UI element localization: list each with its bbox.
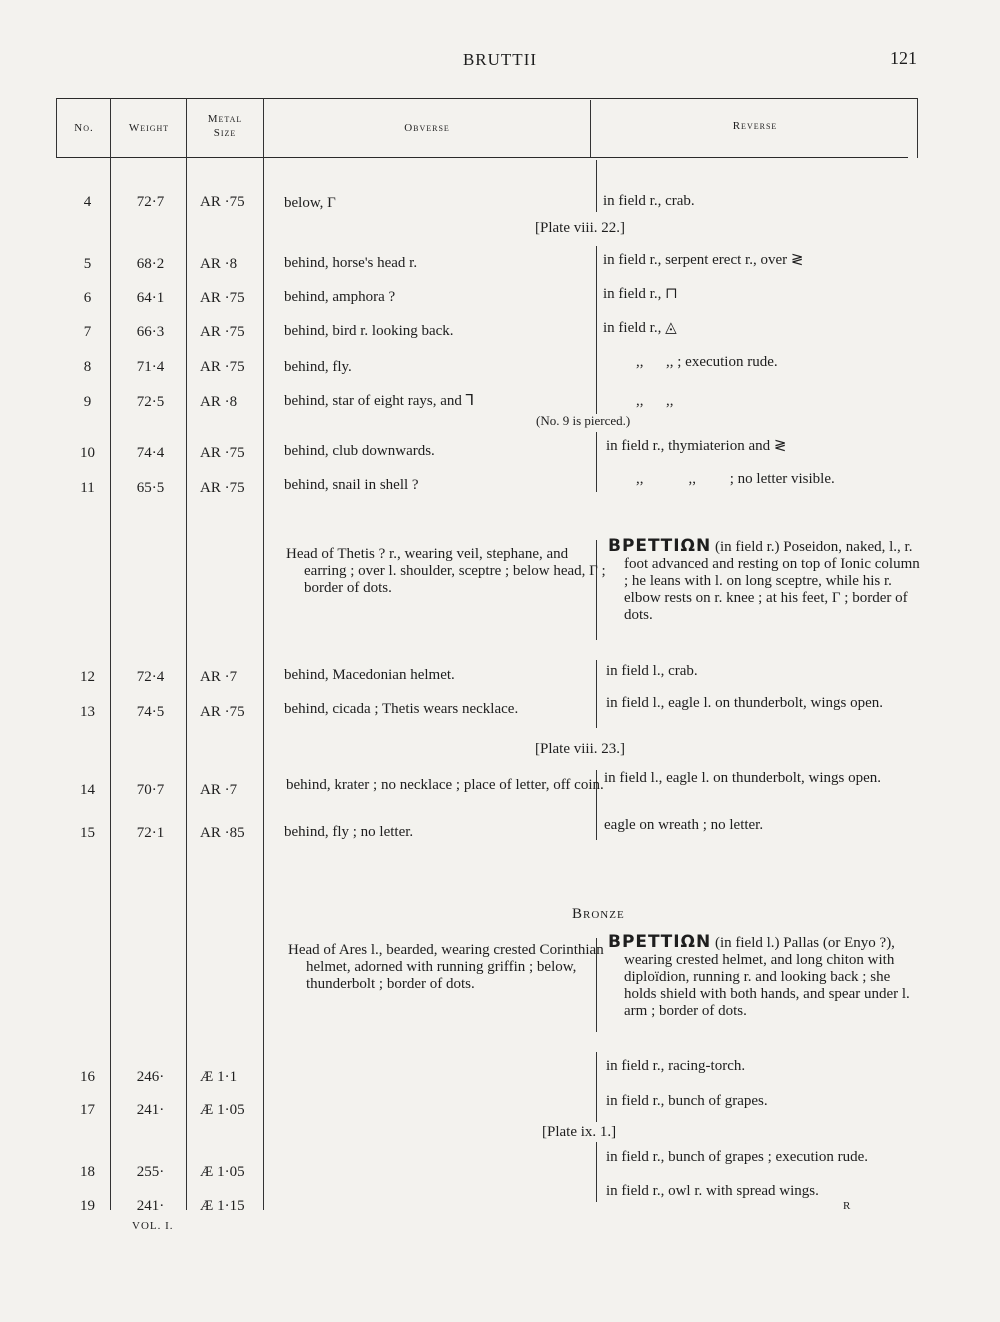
row-15-weight: 72·1 bbox=[136, 825, 165, 841]
row-8-weight: 71·4 bbox=[136, 359, 165, 375]
page-number: 121 bbox=[890, 48, 917, 68]
thetis-reverse-description bbox=[608, 538, 922, 624]
thetis-reverse-legend: ΒΡΕΤΤΙΩΝ bbox=[608, 536, 712, 556]
col-divider-weight bbox=[186, 98, 187, 1210]
row-15-no: 15 bbox=[80, 825, 95, 841]
row-4-weight: 72·7 bbox=[136, 194, 165, 210]
page-title: BRUTTII bbox=[462, 50, 538, 69]
row-7-obverse: behind, bird r. looking back. bbox=[284, 323, 454, 339]
rev-divider bbox=[596, 432, 597, 492]
thetis-reverse-text: (in field r.) Poseidon, naked, l., r. foot advanced and resting on top of Ionic column ; he leans with l. on long sceptre, while his r. elbow rests on r. knee ; at his feet, Γ ; border of dots. bbox=[624, 539, 920, 623]
row-12-metal: AR ·7 bbox=[200, 669, 238, 685]
row-10-weight: 74·4 bbox=[136, 445, 165, 461]
row-18-weight: 255· bbox=[136, 1164, 165, 1180]
rev-divider bbox=[596, 1052, 597, 1122]
row-11-no: 11 bbox=[80, 480, 95, 496]
row-14-weight: 70·7 bbox=[136, 782, 165, 798]
rev-divider bbox=[596, 160, 597, 212]
row-16-reverse: in field r., racing-torch. bbox=[606, 1058, 746, 1074]
row-9-reverse: ,, ,, bbox=[636, 393, 674, 409]
row-5-obverse: behind, horse's head r. bbox=[284, 255, 418, 271]
row-16-metal: Æ 1·1 bbox=[200, 1069, 238, 1085]
row-13-obverse: behind, cicada ; Thetis wears necklace. bbox=[284, 701, 519, 717]
row-19-weight: 241· bbox=[136, 1198, 165, 1214]
col-header-metal-size: Metal Size bbox=[207, 113, 243, 139]
col-divider-metal bbox=[263, 98, 264, 1210]
row-11-reverse: ,, ,, ; no letter visible. bbox=[636, 471, 835, 487]
row-18-metal: Æ 1·05 bbox=[200, 1164, 245, 1180]
row-8-metal: AR ·75 bbox=[200, 359, 245, 375]
row-7-no: 7 bbox=[83, 324, 92, 340]
row-19-no: 19 bbox=[80, 1198, 95, 1214]
ares-reverse-description bbox=[608, 934, 922, 1020]
row-4-reverse: in field r., crab. bbox=[603, 193, 695, 209]
row-18-no: 18 bbox=[80, 1164, 95, 1180]
rev-divider bbox=[596, 246, 597, 414]
row-15-obverse: behind, fly ; no letter. bbox=[284, 824, 414, 840]
row-15-metal: AR ·85 bbox=[200, 825, 245, 841]
row-15-reverse: eagle on wreath ; no letter. bbox=[604, 817, 764, 833]
row-11-weight: 65·5 bbox=[136, 480, 165, 496]
row-16-no: 16 bbox=[80, 1069, 95, 1085]
row-11-obverse: behind, snail in shell ? bbox=[284, 477, 419, 493]
row-19-reverse: in field r., owl r. with spread wings. bbox=[606, 1183, 819, 1199]
section-heading-bronze: Bronze bbox=[572, 906, 625, 922]
row-13-no: 13 bbox=[80, 704, 95, 720]
row-14-obverse: behind, krater ; no necklace ; place of letter, off coin. bbox=[286, 777, 604, 793]
ares-reverse-text: (in field l.) Pallas (or Enyo ?), wearing crested helmet, and long chiton with diploïdion, running r. and looking back ; she holds shield with both hands, and spear under l. arm ; border of dots. bbox=[624, 935, 910, 1019]
row-14-reverse: in field l., eagle l. on thunderbolt, wings open. bbox=[604, 770, 882, 786]
row-7-metal: AR ·75 bbox=[200, 324, 245, 340]
row-10-metal: AR ·75 bbox=[200, 445, 245, 461]
thetis-obverse-description: Head of Thetis ? r., wearing veil, stephane, and earring ; over l. shoulder, sceptre ; below head, Γ ; border of dots. bbox=[286, 546, 606, 596]
row-13-reverse: in field l., eagle l. on thunderbolt, wings open. bbox=[606, 695, 884, 711]
row-8-reverse: ,, ,, ; execution rude. bbox=[636, 354, 778, 370]
col-header-weight: Weight bbox=[128, 122, 170, 134]
row-9-metal: AR ·8 bbox=[200, 394, 238, 410]
row-12-reverse: in field l., crab. bbox=[606, 663, 698, 679]
row-18-reverse: in field r., bunch of grapes ; execution rude. bbox=[606, 1149, 869, 1165]
pierced-note: (No. 9 is pierced.) bbox=[536, 413, 631, 428]
row-6-no: 6 bbox=[83, 290, 92, 306]
row-9-weight: 72·5 bbox=[136, 394, 165, 410]
row-14-no: 14 bbox=[80, 782, 95, 798]
ares-reverse-legend: ΒΡΕΤΤΙΩΝ bbox=[608, 932, 712, 952]
row-5-no: 5 bbox=[83, 256, 92, 272]
col-header-obverse: Obverse bbox=[404, 122, 450, 134]
row-17-weight: 241· bbox=[136, 1102, 165, 1118]
row-11-metal: AR ·75 bbox=[200, 480, 245, 496]
row-7-reverse: in field r., ◬ bbox=[603, 320, 677, 336]
row-4-no: 4 bbox=[83, 194, 92, 210]
row-4-metal: AR ·75 bbox=[200, 194, 245, 210]
row-17-no: 17 bbox=[80, 1102, 95, 1118]
row-8-no: 8 bbox=[83, 359, 92, 375]
row-6-obverse: behind, amphora ? bbox=[284, 289, 396, 305]
plate-reference: [Plate viii. 22.] bbox=[535, 220, 625, 236]
plate-reference: [Plate viii. 23.] bbox=[535, 741, 625, 757]
row-14-metal: AR ·7 bbox=[200, 782, 238, 798]
row-10-reverse: in field r., thymiaterion and ≷ bbox=[606, 438, 787, 454]
row-4-obverse: below, Γ bbox=[284, 195, 336, 211]
row-12-obverse: behind, Macedonian helmet. bbox=[284, 667, 455, 683]
row-7-weight: 66·3 bbox=[136, 324, 165, 340]
row-17-reverse: in field r., bunch of grapes. bbox=[606, 1093, 768, 1109]
row-10-obverse: behind, club downwards. bbox=[284, 443, 435, 459]
row-13-metal: AR ·75 bbox=[200, 704, 245, 720]
row-9-no: 9 bbox=[83, 394, 92, 410]
plate-reference: [Plate ix. 1.] bbox=[542, 1124, 617, 1140]
row-8-obverse: behind, fly. bbox=[284, 359, 352, 375]
table-left-border bbox=[56, 98, 57, 158]
row-16-weight: 246· bbox=[136, 1069, 165, 1085]
row-5-reverse: in field r., serpent erect r., over ≷ bbox=[603, 252, 804, 268]
row-9-obverse: behind, star of eight rays, and ⅂ bbox=[284, 393, 474, 409]
row-12-no: 12 bbox=[80, 669, 95, 685]
row-13-weight: 74·5 bbox=[136, 704, 165, 720]
col-header-no: No. bbox=[74, 122, 94, 134]
footer-signature: R bbox=[843, 1200, 851, 1212]
col-header-reverse: Reverse bbox=[732, 120, 778, 132]
col-divider-obverse-head bbox=[590, 100, 591, 157]
row-5-metal: AR ·8 bbox=[200, 256, 238, 272]
footer-volume: VOL. I. bbox=[132, 1220, 174, 1232]
rev-divider bbox=[596, 660, 597, 728]
row-6-reverse: in field r., ⊓ bbox=[603, 286, 678, 302]
rev-divider bbox=[596, 1142, 597, 1202]
ares-obverse-description: Head of Ares l., bearded, wearing crested Corinthian helmet, adorned with running griffin ; below, thunderbolt ; border of dots. bbox=[288, 942, 604, 992]
row-6-weight: 64·1 bbox=[136, 290, 165, 306]
row-10-no: 10 bbox=[80, 445, 95, 461]
row-17-metal: Æ 1·05 bbox=[200, 1102, 245, 1118]
row-5-weight: 68·2 bbox=[136, 256, 165, 272]
row-6-metal: AR ·75 bbox=[200, 290, 245, 306]
table-header-rule bbox=[56, 157, 908, 158]
row-12-weight: 72·4 bbox=[136, 669, 165, 685]
row-19-metal: Æ 1·15 bbox=[200, 1198, 245, 1214]
